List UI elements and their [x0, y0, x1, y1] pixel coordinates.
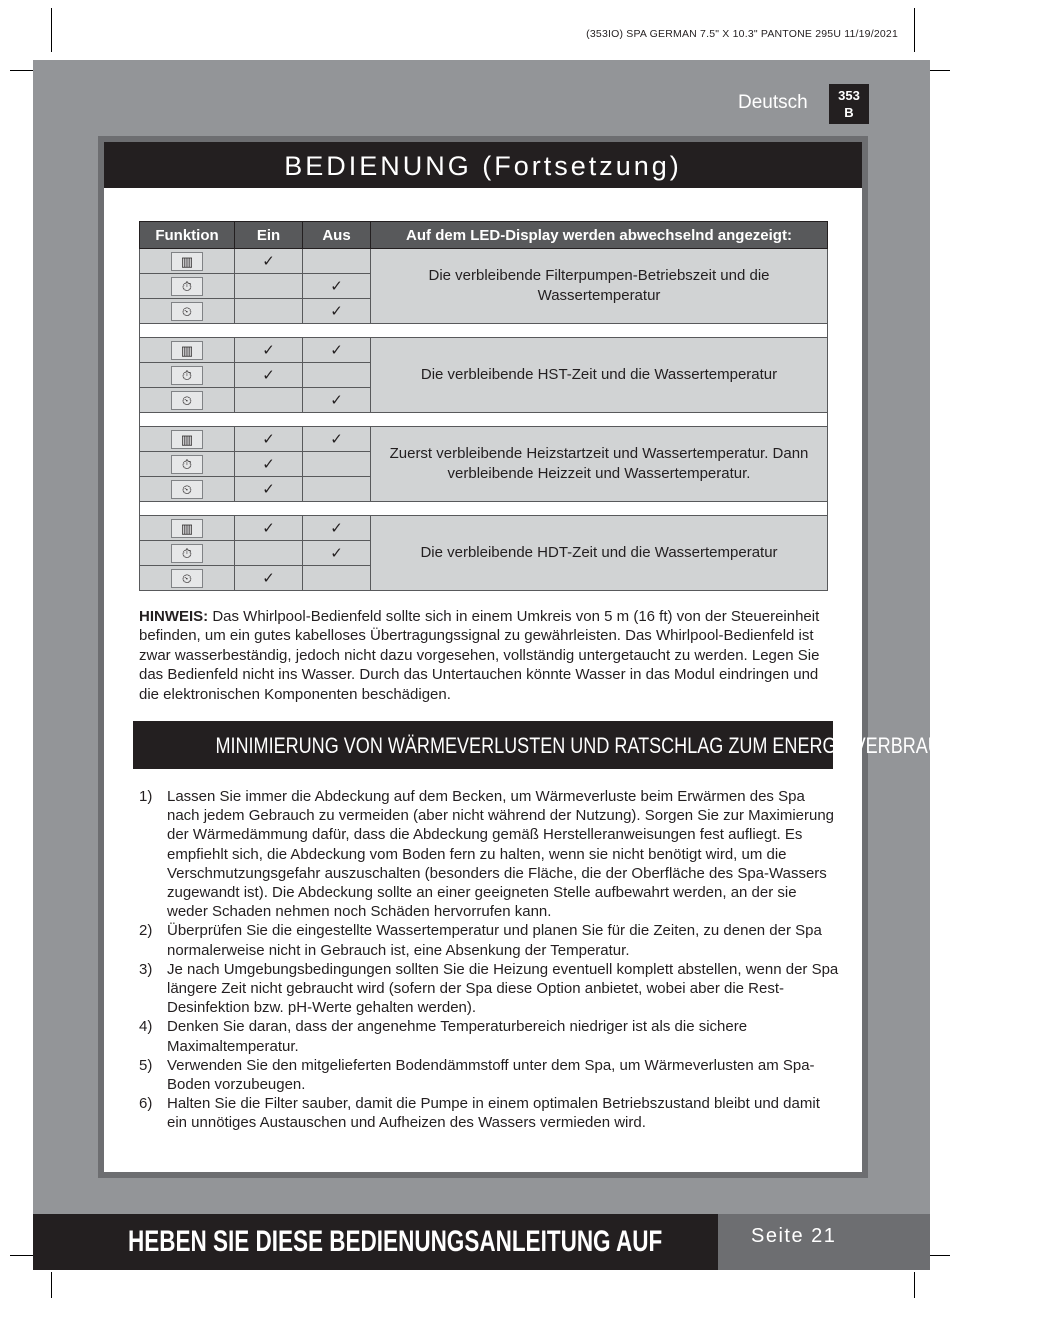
section-title-text: MINIMIERUNG VON WÄRMEVERLUSTEN UND RATSCHLAG ZUM ENERGIEVERBRAUCH	[215, 733, 967, 759]
badge-line1: 353	[838, 88, 860, 103]
list-item	[139, 921, 839, 959]
display-message: Zuerst verbleibende Heizstartzeit und Wassertemperatur. Dann verbleibende Heizzeit und Wassertemperatur.	[371, 427, 828, 502]
item-number: 2)	[139, 922, 153, 940]
ein-cell: ✓	[235, 249, 303, 274]
list-item	[139, 787, 839, 921]
function-cell	[140, 363, 235, 388]
function-cell	[140, 427, 235, 452]
function-table	[139, 221, 828, 591]
language-label: Deutsch	[738, 92, 808, 113]
heater-icon: ▥	[171, 519, 203, 538]
function-cell	[140, 566, 235, 591]
note	[139, 607, 839, 704]
function-cell	[140, 388, 235, 413]
item-text: Überprüfen Sie die eingestellte Wassertemperatur und planen Sie für die Zeiten, zu denen der Spa normalerweise nicht in Gebrauch ist, eine Absenkung der Temperatur.	[167, 922, 822, 959]
table-row	[140, 338, 828, 363]
display-message: Die verbleibende HST-Zeit und die Wassertemperatur	[371, 338, 828, 413]
heat-timer-icon: ⏲	[171, 391, 203, 410]
list-item	[139, 1056, 839, 1094]
footer-banner-text: HEBEN SIE DIESE BEDIENUNGSANLEITUNG AUF	[128, 1225, 663, 1258]
ein-cell: ✓	[235, 477, 303, 502]
ein-cell	[235, 388, 303, 413]
filter-timer-icon: ⏱	[171, 455, 203, 474]
aus-cell	[303, 363, 371, 388]
crop-mark	[10, 1255, 34, 1256]
col-header: Aus	[303, 222, 371, 249]
ein-cell: ✓	[235, 452, 303, 477]
item-number: 1)	[139, 788, 153, 806]
heater-icon: ▥	[171, 252, 203, 271]
item-number: 4)	[139, 1018, 153, 1036]
col-header: Auf dem LED-Display werden abwechselnd angezeigt:	[371, 222, 828, 249]
ein-cell: ✓	[235, 363, 303, 388]
aus-cell: ✓	[303, 427, 371, 452]
item-text: Je nach Umgebungsbedingungen sollten Sie die Heizung eventuell komplett abstellen, wenn der Spa längere Zeit nicht gebraucht wird (sofern der Spa diese Option anbietet, wobei aber die Rest-Desinfektion bzw. pH-Werte gehalten werden).	[167, 960, 839, 1017]
ein-cell: ✓	[235, 427, 303, 452]
aus-cell	[303, 452, 371, 477]
note-text: Das Whirlpool-Bedienfeld sollte sich in einem Umkreis von 5 m (16 ft) von der Steuereinheit befinden, um ein gutes kabelloses Übertragungssignal zu gewährleisten. Das Whirlpool-Bedienfeld ist zwar wasserbeständig, jedoch nicht dazu vorgesehen, vollständig untergetaucht zu werden. Legen Sie das Bedienfeld nicht ins Wasser. Durch das Untertauchen könnte Wasser in das Modul eindringen und die elektronischen Komponenten beschädigen.	[139, 608, 820, 703]
heat-timer-icon: ⏲	[171, 569, 203, 588]
aus-cell	[303, 249, 371, 274]
badge-line2: B	[844, 105, 854, 120]
filter-timer-icon: ⏱	[171, 544, 203, 563]
ein-cell: ✓	[235, 566, 303, 591]
function-cell	[140, 299, 235, 324]
table-row	[140, 249, 828, 274]
function-cell	[140, 274, 235, 299]
item-text: Lassen Sie immer die Abdeckung auf dem Becken, um Wärmeverluste beim Erwärmen des Spa nach jedem Gebrauch zu vermeiden (aber nicht während der Nutzung). Sorgen Sie zur Maximierung der Wärmedämmung dafür, dass die Abdeckung gemäß Herstelleranweisungen fest aufliegt. Es empfiehlt sich, die Abdeckung vom Boden fern zu halten, wenn sie nicht benötigt wird, um die Verschmutzungsgefahr auszuschalten (besonders die Fläche, die der Oberfläche des Spa-Wassers zugewandt ist). Die Abdeckung sollte an einer geeigneten Stelle aufbewahrt werden, an der sie weder Schaden nehmen noch Schäden hervorrufen kann.	[167, 788, 835, 921]
item-text: Verwenden Sie den mitgelieferten Bodendämmstoff unter dem Spa, um Wärmeverlusten am Spa-Boden vorzubeugen.	[167, 1056, 815, 1094]
aus-cell: ✓	[303, 516, 371, 541]
heat-timer-icon: ⏲	[171, 302, 203, 321]
item-text: Denken Sie daran, dass der angenehme Temperaturbereich niedriger ist als die sichere Maximaltemperatur.	[167, 1018, 748, 1055]
heater-icon: ▥	[171, 341, 203, 360]
aus-cell: ✓	[303, 338, 371, 363]
function-cell	[140, 452, 235, 477]
crop-mark	[914, 1272, 915, 1298]
table-row	[140, 427, 828, 452]
model-badge	[829, 84, 869, 124]
heat-timer-icon: ⏲	[171, 480, 203, 499]
item-number: 5)	[139, 1056, 153, 1074]
footer-banner	[33, 1214, 718, 1270]
content-panel	[98, 136, 967, 1178]
list-item	[139, 1017, 839, 1055]
item-number: 6)	[139, 1095, 153, 1113]
ein-cell: ✓	[235, 338, 303, 363]
item-text: Halten Sie die Filter sauber, damit die Pumpe in einem optimalen Betriebszustand bleibt und damit ein unnötiges Austauschen und Aufheizen des Wassers vermieden wird.	[167, 1095, 820, 1132]
item-number: 3)	[139, 960, 153, 978]
filter-timer-icon: ⏱	[171, 366, 203, 385]
function-cell	[140, 541, 235, 566]
aus-cell	[303, 477, 371, 502]
group-spacer	[140, 502, 828, 516]
col-header: Ein	[235, 222, 303, 249]
tips-list	[139, 787, 839, 1133]
crop-mark	[914, 8, 915, 52]
note-label: HINWEIS:	[139, 608, 209, 625]
display-message: Die verbleibende Filterpumpen-Betriebszeit und die Wassertemperatur	[371, 249, 828, 324]
display-message: Die verbleibende HDT-Zeit und die Wassertemperatur	[371, 516, 828, 591]
group-spacer	[140, 413, 828, 427]
crop-mark	[51, 8, 52, 52]
aus-cell	[303, 566, 371, 591]
aus-cell: ✓	[303, 541, 371, 566]
aus-cell: ✓	[303, 299, 371, 324]
aus-cell: ✓	[303, 388, 371, 413]
section-title	[133, 721, 967, 769]
aus-cell: ✓	[303, 274, 371, 299]
page-title: BEDIENUNG (Fortsetzung)	[104, 142, 862, 188]
function-cell	[140, 338, 235, 363]
heater-icon: ▥	[171, 430, 203, 449]
print-meta: (353IO) SPA GERMAN 7.5" X 10.3" PANTONE 295U 11/19/2021	[586, 28, 898, 40]
ein-cell	[235, 274, 303, 299]
function-cell	[140, 477, 235, 502]
function-cell	[140, 249, 235, 274]
col-header: Funktion	[140, 222, 235, 249]
page-number: Seite 21	[718, 1214, 930, 1270]
ein-cell	[235, 541, 303, 566]
filter-timer-icon: ⏱	[171, 277, 203, 296]
ein-cell: ✓	[235, 516, 303, 541]
list-item	[139, 960, 839, 1018]
crop-mark	[51, 1272, 52, 1298]
function-cell	[140, 516, 235, 541]
list-item	[139, 1094, 839, 1132]
ein-cell	[235, 299, 303, 324]
group-spacer	[140, 324, 828, 338]
table-row	[140, 516, 828, 541]
